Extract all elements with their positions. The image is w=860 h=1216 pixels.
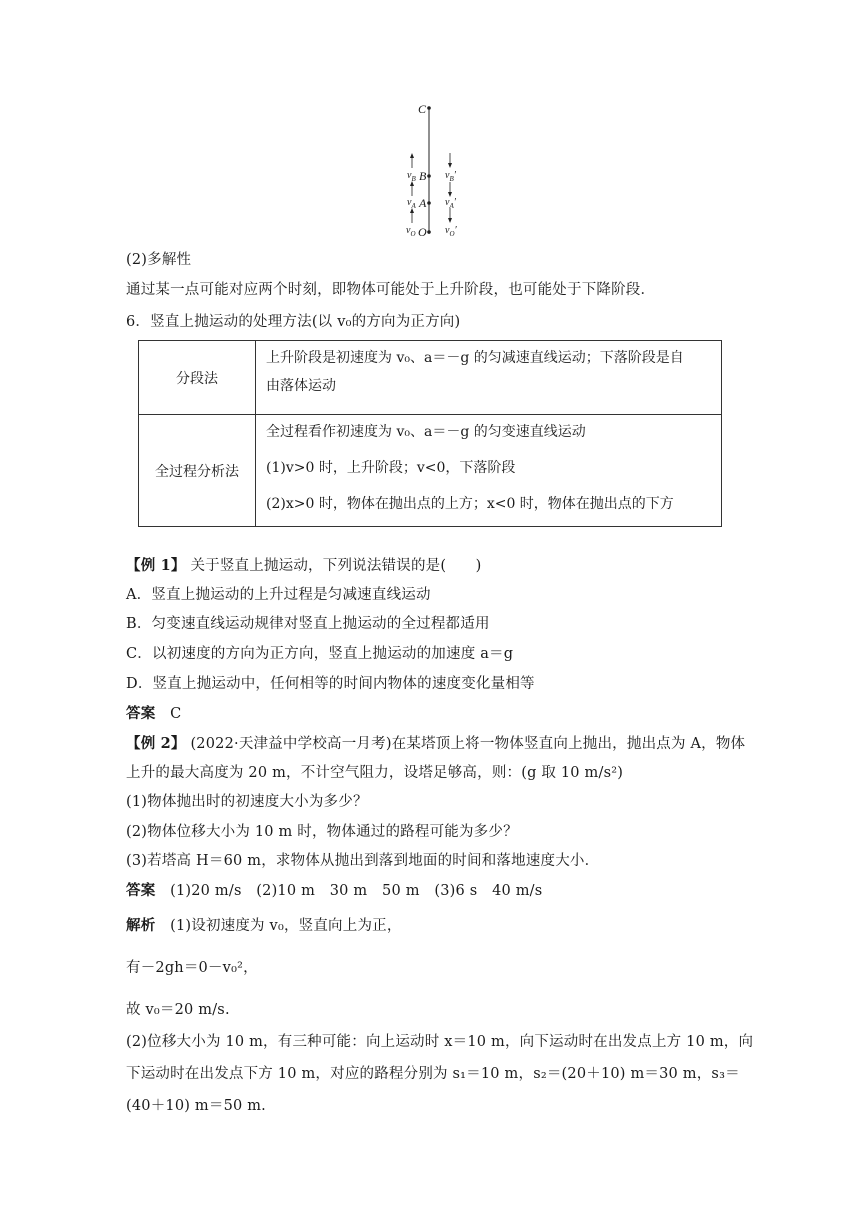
solution-line4: (2)位移大小为 10 m，有三种可能：向上运动时 x＝10 m，向下运动时在出发点上方 10 m，向: [126, 1034, 754, 1050]
point-b: [427, 174, 431, 178]
paragraph-multi-solution: 通过某一点可能对应两个时刻，即物体可能处于上升阶段，也可能处于下降阶段．: [126, 282, 656, 298]
up-arrow-va: [410, 181, 414, 196]
solution-tag: 解析: [126, 917, 156, 934]
table-row: [139, 415, 722, 527]
solution-line2: 有－2gh＝0－v₀²，: [126, 960, 258, 976]
heading-multi-solution: (2)多解性: [126, 252, 192, 268]
option-a: A．竖直上抛运动的上升过程是匀减速直线运动: [126, 587, 431, 603]
up-arrow-vo: [410, 208, 414, 223]
label-o: O: [418, 225, 427, 239]
example-2-tag: 【例 2】: [126, 735, 186, 752]
solution-line1: 解析 (1)设初速度为 v₀，竖直向上为正，: [126, 917, 402, 934]
label-vb-prime: $v_B'$: [445, 170, 456, 183]
down-arrow-va2: [448, 182, 452, 197]
example-2-question-line1: 【例 2】 (2022·天津益中学校高一月考)在某塔顶上将一物体竖直向上抛出，抛出点为 A，物体: [126, 735, 746, 752]
method-desc: [256, 341, 722, 415]
answer-tag: 答案: [126, 882, 156, 899]
example-2-part1: (1)物体抛出时的初速度大小为多少？: [126, 794, 368, 810]
heading-methods: 6．竖直上抛运动的处理方法(以 v₀的方向为正方向): [126, 314, 461, 330]
down-arrow-vb2: [448, 153, 452, 168]
point-a: [427, 201, 431, 205]
up-arrow-vb: [410, 153, 414, 168]
option-c: C．以初速度的方向为正方向，竖直上抛运动的加速度 a＝g: [126, 646, 514, 662]
diagram-svg: [390, 96, 480, 246]
desc-line: (1)v>0 时，上升阶段；v<0，下落阶段: [266, 460, 516, 476]
desc-line: 上升阶段是初速度为 v₀、a＝－g 的匀减速直线运动；下落阶段是自: [266, 350, 684, 366]
point-o: [427, 230, 431, 234]
example-1-question: 【例 1】 关于竖直上抛运动，下列说法错误的是( ): [126, 557, 482, 574]
method-name: 分段法: [139, 341, 256, 415]
label-va-prime: $v_A'$: [445, 197, 456, 210]
example-1-tag: 【例 1】: [126, 557, 186, 574]
method-desc: [256, 415, 722, 527]
point-c: [427, 106, 431, 110]
desc-line: (2)x>0 时，物体在抛出点的上方；x<0 时，物体在抛出点的下方: [266, 496, 674, 512]
option-b: B．匀变速直线运动规律对竖直上抛运动的全过程都适用: [126, 616, 490, 632]
solution-line5: 下运动时在出发点下方 10 m，对应的路程分别为 s₁＝10 m，s₂＝(20＋10) m＝30 m，s₃＝: [126, 1066, 740, 1082]
desc-line: 全过程看作初速度为 v₀、a＝－g 的匀变速直线运动: [266, 424, 586, 440]
example-1-answer: 答案 C: [126, 705, 182, 722]
vertical-throw-diagram: [390, 96, 480, 246]
label-a: A: [419, 196, 427, 210]
solution-line6: (40＋10) m＝50 m.: [126, 1098, 266, 1114]
table-row: [139, 341, 722, 415]
answer-tag: 答案: [126, 705, 156, 722]
example-2-question-line2: 上升的最大高度为 20 m，不计空气阻力，设塔足够高，则：(g 取 10 m/s²): [126, 765, 624, 781]
label-vb: $v_B$: [407, 170, 416, 183]
label-vo-prime: $v_O'$: [445, 225, 457, 238]
example-2-part3: (3)若塔高 H＝60 m，求物体从抛出到落到地面的时间和落地速度大小．: [126, 853, 600, 869]
label-va: $v_A$: [407, 197, 416, 210]
desc-line: 由落体运动: [266, 378, 336, 394]
method-name: 全过程分析法: [139, 415, 256, 527]
label-c: C: [418, 102, 427, 116]
label-vo: $v_O$: [406, 225, 416, 238]
down-arrow-vo2: [448, 208, 452, 223]
example-2-part2: (2)物体位移大小为 10 m 时，物体通过的路程可能为多少？: [126, 824, 518, 840]
option-d: D．竖直上抛运动中，任何相等的时间内物体的速度变化量相等: [126, 676, 535, 692]
solution-line3: 故 v₀＝20 m/s.: [126, 1002, 230, 1018]
example-2-answer: 答案 (1)20 m/s (2)10 m 30 m 50 m (3)6 s 40 m/s: [126, 882, 543, 899]
method-table: [138, 340, 722, 527]
label-b: B: [419, 169, 427, 183]
